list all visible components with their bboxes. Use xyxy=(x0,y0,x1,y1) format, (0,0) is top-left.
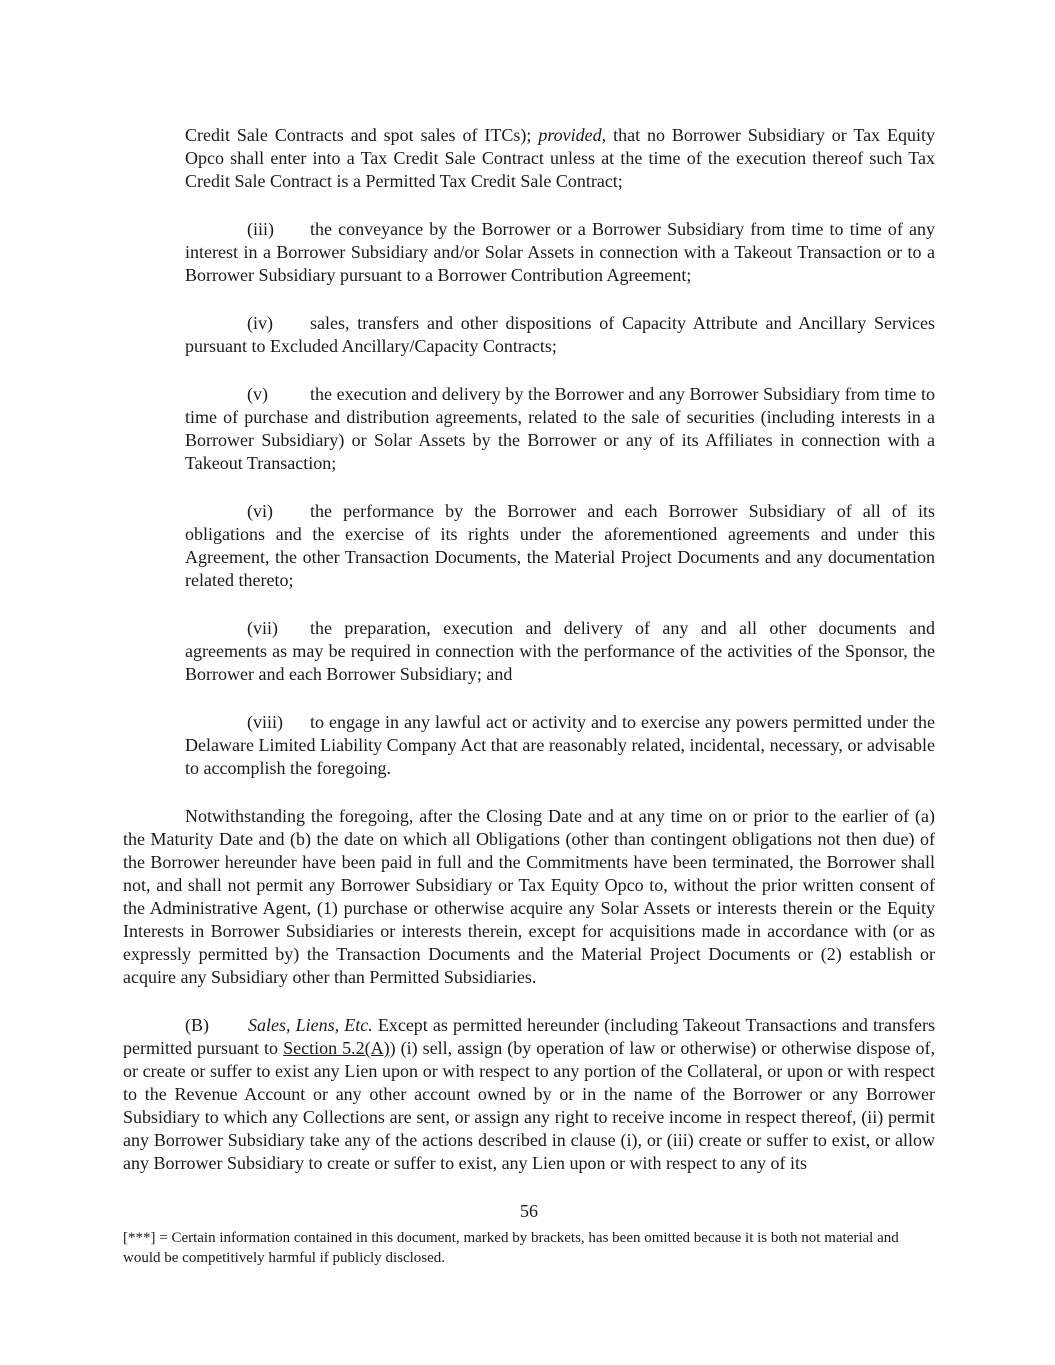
text-segment: Except as permitted hereunder (including Takeout Transactions and transfers permitted pursuant to xyxy=(123,1015,935,1058)
text-segment: Credit Sale Contracts and spot sales of ITCs); xyxy=(185,125,539,145)
paragraph-clause-v xyxy=(185,383,935,475)
paragraph-notwithstanding xyxy=(123,805,935,989)
clause-label-vi: (vi) xyxy=(247,501,273,521)
paragraph-clause-iii xyxy=(185,218,935,287)
document-body xyxy=(123,124,935,1175)
paragraph-clause-vi xyxy=(185,500,935,592)
section-reference: Section 5.2(A) xyxy=(283,1038,390,1058)
clause-label-iii: (iii) xyxy=(247,219,274,239)
paragraph-clause-vii xyxy=(185,617,935,686)
clause-text: the performance by the Borrower and each Borrower Subsidiary of all of its obligations and the exercise of its rights under the aforementioned agreements and under this Agreement, the other Transaction Documents, the Material Project Documents and any documentation related thereto; xyxy=(185,501,935,590)
paragraph-text: Notwithstanding the foregoing, after the Closing Date and at any time on or prior to the earlier of (a) the Maturity Date and (b) the date on which all Obligations (other than contingent obligations not then due) of the Borrower hereunder have been paid in full and the Commitments have been terminated, the Borrower shall not, and shall not permit any Borrower Subsidiary or Tax Equity Opco to, without the prior written consent of the Administrative Agent, (1) purchase or otherwise acquire any Solar Assets or interests therein or the Equity Interests in Borrower Subsidiaries or interests therein, except for acquisitions made in accordance with (or as expressly permitted by) the Transaction Documents and the Material Project Documents or (2) establish or acquire any Subsidiary other than Permitted Subsidiaries. xyxy=(123,806,935,987)
paragraph-clause-viii xyxy=(185,711,935,780)
page-number: 56 xyxy=(520,1201,538,1221)
clause-text: the preparation, execution and delivery of any and all other documents and agreements as may be required in connection with the performance of the activities of the Sponsor, the Borrower and each Borrower Subsidiary; and xyxy=(185,618,935,684)
clause-label-iv: (iv) xyxy=(247,313,273,333)
clause-label-vii: (vii) xyxy=(247,618,278,638)
clause-label-viii: (viii) xyxy=(247,712,283,732)
clause-text: the conveyance by the Borrower or a Borrower Subsidiary from time to time of any interest in a Borrower Subsidiary and/or Solar Assets in connection with a Takeout Transaction or to a Borrower Subsidiary pursuant to a Borrower Contribution Agreement; xyxy=(185,219,935,285)
paragraph-b-sales-liens xyxy=(123,1014,935,1175)
text-segment: ) (i) sell, assign (by operation of law or otherwise) or otherwise dispose of, or create or suffer to exist any Lien upon or with respect to any portion of the Collateral, or upon or with respect to the Revenue Account or any other account owned by or in the name of the Borrower or any Borrower Subsidiary to which any Collections are sent, or assign any right to receive income in respect thereof, (ii) permit any Borrower Subsidiary take any of the actions described in clause (i), or (iii) create or suffer to exist, or allow any Borrower Subsidiary to create or suffer to exist, any Lien upon or with respect to any of its xyxy=(123,1038,936,1173)
paragraph-label-b: (B) xyxy=(185,1015,209,1035)
footnote: [***] = Certain information contained in this document, marked by brackets, has been omitted because it is both not material and would be competitively harmful if publicly disclosed. xyxy=(123,1230,899,1266)
italic-term-provided: provided xyxy=(538,125,602,145)
clause-text: to engage in any lawful act or activity and to exercise any powers permitted under the Delaware Limited Liability Company Act that are reasonably related, incidental, necessary, or advisable to accomplish the foregoing. xyxy=(185,712,935,778)
clause-text: sales, transfers and other dispositions of Capacity Attribute and Ancillary Services pursuant to Excluded Ancillary/Capacity Contracts; xyxy=(185,313,935,356)
clause-label-v: (v) xyxy=(247,384,268,404)
paragraph-b-italic-heading: Sales, Liens, Etc. xyxy=(248,1015,373,1035)
paragraph-clause-iv xyxy=(185,312,935,358)
clause-text: the execution and delivery by the Borrower and any Borrower Subsidiary from time to time of purchase and distribution agreements, related to the sale of securities (including interests in a Borrower Subsidiary) or Solar Assets by the Borrower or any of its Affiliates in connection with a Takeout Transaction; xyxy=(185,384,935,473)
text-segment: , that no Borrower Subsidiary or Tax Equity Opco shall enter into a Tax Credit Sale Contract unless at the time of the execution thereof such Tax Credit Sale Contract is a Permitted Tax Credit Sale Contract; xyxy=(185,125,935,191)
paragraph-clause-continuation xyxy=(185,124,935,193)
